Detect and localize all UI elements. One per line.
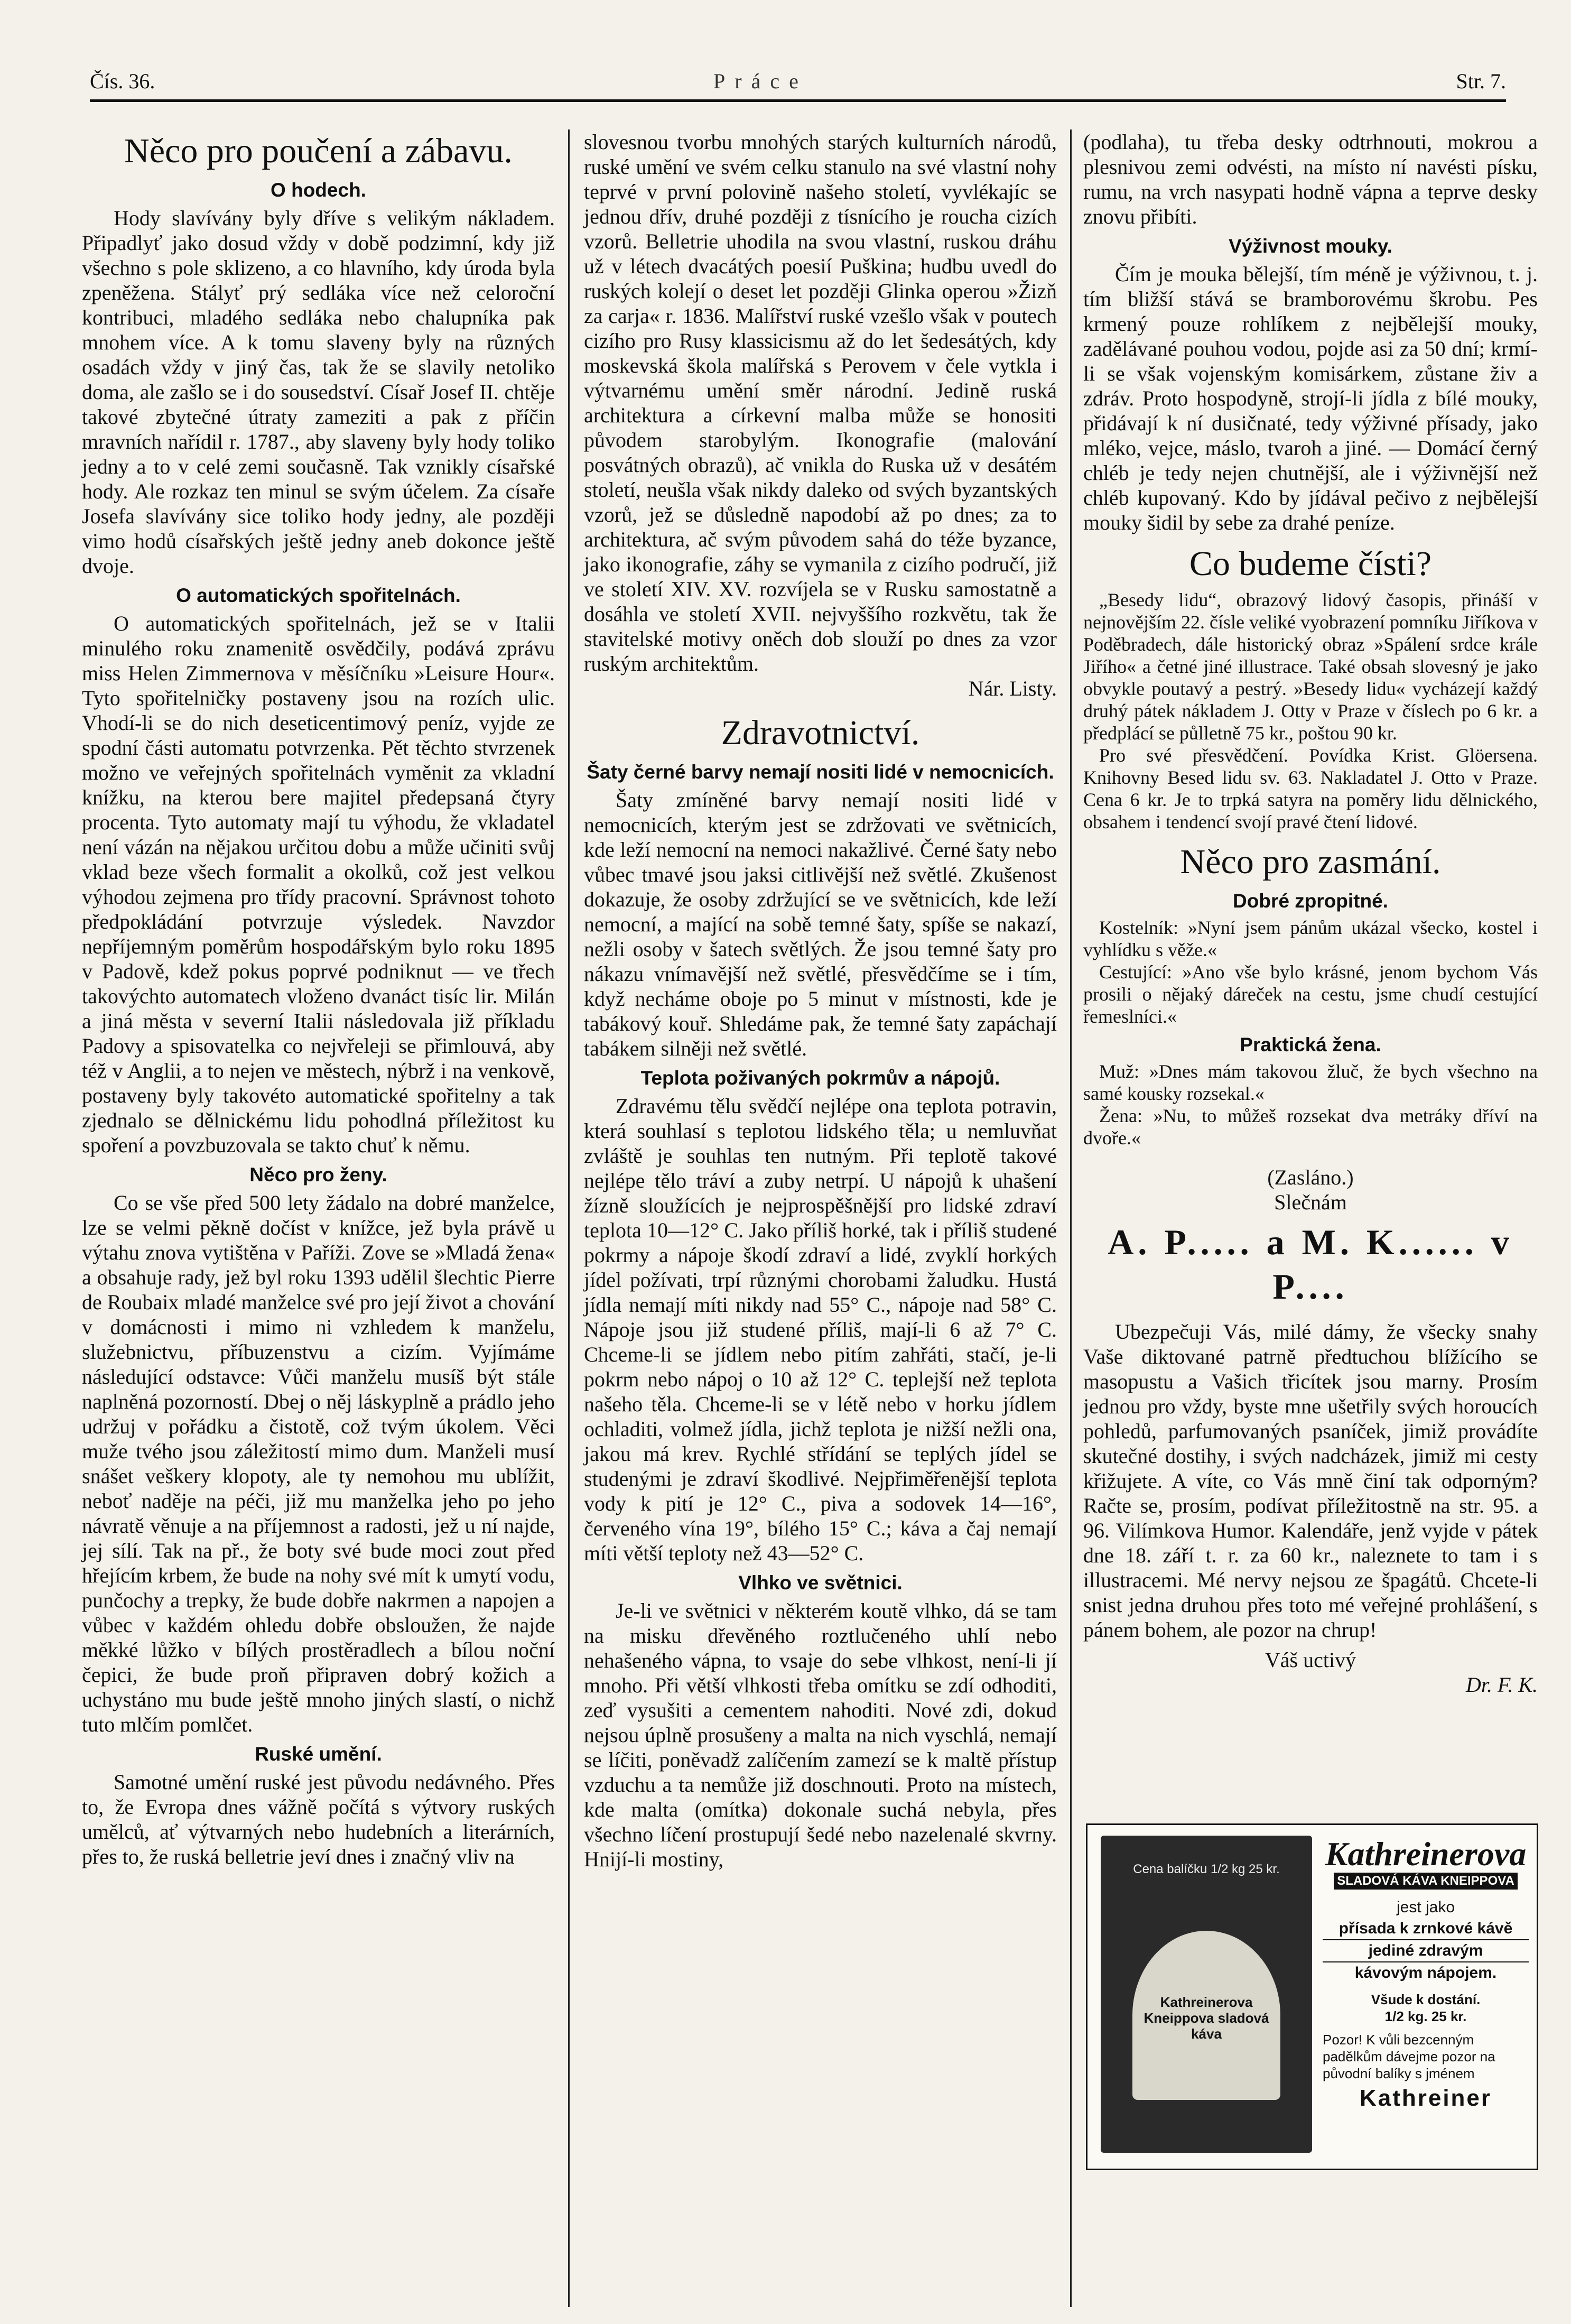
notice-paragraph: „Besedy lidu“, obrazový lidový časopis, přináší v nejnovějším 22. čísle veliké vyobrazení pomníku Jiříkova v Poděbradech, dále historický obraz »Spálení srdce krále Jiřího« a četné jiné illustrace. Také obsah slovesný je jako obvykle poutavý a pestrý. »Besedy lidu« vycházejí každý druhý pátek nákladem J. Otty v Praze v číslech po 6 kr. a předplácí se půlletně 75 kr., poštou 90 kr. bbox=[1083, 589, 1538, 744]
ad-availability: Všude k dostání. bbox=[1371, 1992, 1481, 2007]
section-title-health: Zdravotnictví. bbox=[721, 714, 920, 752]
article-heading: Ruské umění. bbox=[255, 1743, 382, 1765]
article-heading: O automatických spořitelnách. bbox=[176, 585, 461, 606]
article-heading: Něco pro ženy. bbox=[249, 1164, 387, 1186]
page-number: Str. 7. bbox=[1456, 69, 1506, 93]
article-paragraph: O automatických spořitelnách, jež se v Italii minulého roku znamenitě osvědčily, podává zprávu miss Helen Zimmernova v měsíčníku »Leisure Hour«. Tyto spořitelničky postaveny jsou na rozích ulic. Vhodí-li se do nich deseticentimový peníz, vyjde ze spodní části automatu potvrzenka. Pět těchto stvrzenek možno ve veřejných spořitelnách vyměnit za vkladní knížku, na kterou bere majitel předepsaná čtyry procenta. Tyto automaty mají tu výhodu, že vkladatel není vázán na nějakou určitou dobu a může učiniti svůj vklad beze všech formalit a okolků, což jest velkou výhodou zejmena pro třídy pracovní. Správnost tohoto předpokládání potvrzuje výsledek. Navzdor nepříjemným poměrům hospodářským bylo roku 1895 v Padově, kdež pokus poprvé podniknut — ve třech takovýchto automatech vloženo dvanáct tisíc lir. Milán a jiná města v severní Italii následovala již příkladu Padovy a spisovatelka co nejvřeleji se přimlouvá, aby též v Anglii, a to nejen ve městech, nýbrž i na venkově, postaveny byly takovéto automatické spořitelny a tak zjednalo se dělnickému lidu pohodlná příležitost ku spoření a povzbuzovala se takto chuť k němu. bbox=[82, 612, 555, 1157]
section-title-humor: Něco pro zasmání. bbox=[1180, 842, 1441, 881]
article-heading: Vlhko ve světnici. bbox=[738, 1572, 903, 1594]
masthead-title: Práce bbox=[713, 69, 808, 93]
column-3 bbox=[1083, 129, 1538, 1697]
article-heading: Teplota poživaných pokrmův a nápojů. bbox=[640, 1067, 1000, 1089]
article-paragraph: Hody slavívány byly dříve s velikým nákladem. Připadlyť jako dosud vždy v době podzimní, kdy již všechno s pole sklizeno, a co hlavního, kdy úroda byla zpeněžena. Stályť prý sedláka více než celoroční kontribuci, mladého sedláka nebo chalupníka pak mnohem více. A k tomu slaveny byly na různých osadách vždy v jiný čas, tak že se slavily netoliko doma, ale zašlo se i do sousedství. Císař Josef II. chtěje takové zbytečné útraty zameziti a pak z příčin mravních nařídil r. 1787., aby slaveny byly hody toliko jedny a to v celé zemi současně. Tak vznikly císařské hody. Ale rozkaz ten minul se svým účelem. Za císaře Josefa slavívány sice toliko hody jedny, ale později vimo hodů císařských ještě jedny aneb dokonce ještě dvoje. bbox=[82, 206, 555, 578]
brand-tagline: SLADOVÁ KÁVA KNEIPPOVA bbox=[1334, 1873, 1518, 1890]
ad-warning: Pozor! K vůli bezcenným padělkům dávejme pozor na původní balíky s jménem bbox=[1323, 2032, 1495, 2081]
article-paragraph: Čím je mouka bělejší, tím méně je výživnou, t. j. tím bližší stává se bramborovému škrobu. Pes krmený pouze rohlíkem z nejbělejší mouky, zadělávané pouhou vodou, pojde asi za 50 dní; krmí-li se však vojenským komisárkem, zůstane živ a zdráv. Proto hospodyně, strojí-li jídla z bílé mouky, přidávají k ní dusičnaté, tedy výživné přísady, jako mléko, vejce, máslo, tvaroh a jiné. — Domácí černý chléb je tedy nejen chutnější, ale i výživnější než chléb kupovaný. Kdo by jídával pečivo z nejbělejší mouky šidil by sebe za drahé peníze. bbox=[1083, 262, 1538, 534]
article-heading: O hodech. bbox=[271, 179, 366, 201]
article-paragraph: Samotné umění ruské jest původu nedávného. Přes to, že Evropa dnes vážně počítá s výtvory ruských umělců, ať výtvarných nebo hudebních a literárních, přes to, že ruská belletrie jeví dnes i značný vliv na bbox=[82, 1770, 555, 1868]
article-paragraph: Šaty zmíněné barvy nemají nositi lidé v nemocnicích, kterým jest se zdržovati ve světnicích, kde leží nemocní na nemoci nakažlivé. Černé šaty nebo vůbec tmavé jsou jaksi citlivější než světlé. Zkušenost dokazuje, že osoby zdržující se ve světnicích, kde leží nemocní, a mající na sobě temné šaty, spíše se nakazí, nežli osoby v šatech světlých. Že jsou temné šaty pro nákazu vnímavější než světlé, přesvědčíme se i tím, když necháme oboje po 5 minut v místnosti, kde je tabákový kouř. Shledáme pak, že temné šaty zapáchají tabákem silněji než světlé. bbox=[584, 788, 1057, 1060]
column-rule-2 bbox=[1070, 129, 1072, 2307]
article-paragraph: slovesnou tvorbu mnohých starých kulturních národů, ruské umění ve svém celku stanulo na své vlastní nohy teprvé v první polovině našeho století, vyvlékajíc se jednou dřív, druhé později z tísnícího je roucha cizích vzorů. Belletrie uhodila na svou vlastní, ruskou dráhu už v létech dvacátých poesií Puškina; hudbu uvedl do ruských kolejí o deset let později Glinka operou »Žizň za carja« r. 1836. Malířství ruské vzešlo však v poutech cizího pro Rusy klassicismu až do let šedesátých, kdy moskevská škola malířská s Perovem v čele vytkla i výtvarnému umění směr národní. Jedině ruská architektura a církevní malba může se honositi původem starobylým. Ikonografie (malování posvátných obrazů), ač vnikla do Ruska už v desátém století, neušla však nikdy daleko od svých byzantských vzorů, jež se důsledně napodobí až po dnes; za to architektura, ač svým původem sahá do téže byzance, jako ikonografie, záhy se vymanila z cizího područí, již ve století XIV. XV. rozvíjela se v Rusku samostatně a dosáhla ve století XVII. nejvyššího rozkvětu, tak že stavitelské motivy oněch dob slouží po dnes za vzor ruským architektům. bbox=[584, 130, 1057, 675]
article-paragraph: (podlaha), tu třeba desky odtrhnouti, mokrou a plesnivou zemi odvésti, na místo ní navésti písku, rumu, na vrch nasypati hodně vápna a teprve desky znovu přibíti. bbox=[1083, 130, 1538, 228]
ad-line: jediné zdravým bbox=[1323, 1939, 1529, 1962]
brand-logo: Kathreinerova bbox=[1325, 1835, 1527, 1873]
letter-signature: Dr. F. K. bbox=[1466, 1673, 1538, 1697]
joke-line: Kostelník: »Nyní jsem pánům ukázal všecko, kostel i vyhlídku s věže.« bbox=[1083, 917, 1538, 960]
ad-line: kávovým nápojem. bbox=[1354, 1964, 1497, 1982]
header-rule bbox=[90, 99, 1506, 102]
column-1 bbox=[82, 129, 555, 1869]
ad-price: 1/2 kg. 25 kr. bbox=[1384, 2008, 1467, 2024]
coffee-package-illustration bbox=[1101, 1836, 1312, 2153]
brand-name: Kathreiner bbox=[1359, 2085, 1492, 2111]
article-paragraph: Zdravému tělu svědčí nejlépe ona teplota potravin, která souhlasí s teplotou lidského těla; u nemluvňat zvláště je souhlas ten nutným. Při teplotě takové nejlépe tělo tráví a zuby netrpí. U nápojů k uhašení žízně sloužících je nejprospěšnější pro lidské zdraví teplota 10—12° C. Jako příliš horké, tak i příliš studené pokrmy a nápoje škodí zdraví a lidé, zvyklí horkých jídel požívati, trpí různými chorobami žaludku. Hustá jídla nemají míti nikdy nad 55° C., nápoje nad 58° C. Nápoje jsou již studené příliš, mají-li 6 až 7° C. Chceme-li se jídlem nebo pitím zahřáti, stačí, je-li pokrm nebo nápoj o 10 až 12° C. teplejší než teplota našeho těla. Chceme-li se v létě nebo v horku jídlem ochladiti, volmež jídla, jichž teplota je nižší nežli ona, jakou má krev. Rychlé střídání se teplých jídel se studenými je zdraví škodlivé. Nejpřiměřenější teplota vody k pití je 12° C., piva a sodovek 14—16°, červeného vína 19°, bílého 15° C.; káva a čaj nemají míti větší teploty než 43—52° C. bbox=[584, 1094, 1057, 1565]
joke-heading: Praktická žena. bbox=[1240, 1034, 1381, 1055]
section-title-education: Něco pro poučení a zábavu. bbox=[124, 132, 513, 170]
article-paragraph: Je-li ve světnici v některém koutě vlhko, dá se tam na misku dřevěného roztlučeného uhlí nebo nehašeného vápna, to vsaje do sebe vlhkost, není-li jí mnoho. Při větší vlhkosti třeba omítku se zdí odhoditi, zeď vysušiti a cementem nahoditi. Nové zdi, dokud nejsou úplně prosušeny a malta na nich vyschlá, nemají se líčiti, poněvadž zalíčením zamezí se k maltě přístup vzduchu a ta nemůže již doschnouti. Proto na místech, kde malta (omítka) dokonale suchá nebyla, přes všechno líčení prostupují šedé nebo nazelenalé skvrny. Hnijí-li mostiny, bbox=[584, 1599, 1057, 1871]
ad-line: jest jako bbox=[1396, 1899, 1455, 1916]
column-rule-1 bbox=[568, 129, 570, 2307]
article-paragraph: Co se vše před 500 lety žádalo na dobré manželce, lze se velmi pěkně dočíst v knížce, jež byla právě u výtahu znova vytištěna v Paříži. Zove se »Mladá žena« a obsahuje rady, jež byl roku 1393 udělil šlechtic Pierre de Roubaix mladé manželce své pro její život a chování v domácnosti i mimo ni vzhledem k manželu, služebnictvu, příbuzenstvu a cizím. Vyjímáme následující odstavce: Vůči manželu musíš být stále naplněná pozorností. Dbej o něj láskyplně a prádlo jeho udržuj v pořádku a čistotě, což tvým úkolem. Věci muže tvého jsou záležitostí mimo dum. Manželi musí snášet veškery klopoty, ale ty nemohou mu ublížit, neboť naděje na péči, již mu manželka jeho po jeho návratě věnuje a na příjemnost a radosti, jež u ní najde, jej sílí. Tak na př., že boty své bude moci zout před hřejícím krbem, že bude na nohy své mít k umytí vodu, punčochy a trepky, že bude dobře nakrmen a napojen a vůbec v každém ohledu dobře obsloužen, že najde měkké lůžko v bílých prostěradlech a bílou noční čepici, že bude proň připraven dobrý kožich a uchystáno mu bude ještě mnoho jiných slastí, o nichž tuto mlčím pomlčet. bbox=[82, 1191, 555, 1736]
notice-paragraph: Pro své přesvědčení. Povídka Krist. Glöersena. Knihovny Besed lidu sv. 63. Nakladatel J. Otto v Praze. Cena 6 kr. Je to trpká satyra na poměry lidu dělnického, obsahem i tendencí svojí pravé čtení lidové. bbox=[1083, 745, 1538, 832]
ad-line: přísada k zrnkové kávě bbox=[1338, 1920, 1513, 1937]
joke-heading: Dobré zpropitné. bbox=[1233, 890, 1388, 912]
package-label-text: Kathreinerova Kneippova sladová káva bbox=[1144, 1994, 1269, 2042]
letter-closing: Váš uctivý bbox=[1265, 1648, 1356, 1672]
issue-number: Čís. 36. bbox=[90, 69, 155, 93]
joke-line: Muž: »Dnes mám takovou žluč, že bych všechno na samé kousky rozsekal.« bbox=[1083, 1061, 1538, 1104]
salutation: Slečnám bbox=[1274, 1190, 1347, 1214]
page-header bbox=[90, 69, 1506, 100]
package-portrait-label bbox=[1132, 1931, 1280, 2100]
package-price-text: Cena balíčku 1/2 kg 25 kr. bbox=[1133, 1862, 1280, 1876]
column-2 bbox=[584, 129, 1057, 1872]
article-heading: Šaty černé barvy nemají nositi lidé v nemocnicích. bbox=[587, 761, 1054, 783]
letter-addressees: A. P..... a M. K...... v P.... bbox=[1108, 1222, 1513, 1307]
article-heading: Výživnost mouky. bbox=[1229, 235, 1392, 257]
kathreiner-advertisement bbox=[1086, 1823, 1538, 2170]
ad-copy bbox=[1323, 1836, 1529, 2112]
section-title-reading: Co budeme čísti? bbox=[1189, 544, 1432, 583]
reading-notes bbox=[1083, 589, 1538, 833]
joke-line: Žena: »Nu, to můžeš rozsekat dva metráky dříví na dvoře.« bbox=[1083, 1105, 1538, 1149]
joke-body bbox=[1083, 916, 1538, 1027]
article-source: Nár. Listy. bbox=[968, 677, 1057, 700]
zaslano-label: (Zasláno.) bbox=[1267, 1165, 1354, 1189]
letter-paragraph: Ubezpečuji Vás, milé dámy, že všecky snahy Vaše diktované patrně předtuchou blížícího se masopustu a Vašich třicítek jsou marny. Prosím jednou pro vždy, byste mne ušetřily svých horoucích pohledů, parfumovaných psaníček, jimiž provádíte skutečné dostihy, i svých nadcházek, jimiž mi cesty křižujete. A víte, co Vás mně činí tak odporným? Račte se, prosím, podívat příležitostně na str. 95. a 96. Vilímkova Humor. Kalendáře, jenž vyjde v pátek dne 18. září t. r. za 60 kr., naleznete to tam i s illustracemi. Mé nervy nejsou ze špagátů. Chcete-li snist jedna druhou přes toto mé veřejné prohlášení, s pánem bohem, ale pozor na chrup! bbox=[1083, 1320, 1538, 1642]
joke-body bbox=[1083, 1060, 1538, 1149]
joke-line: Cestující: »Ano vše bylo krásné, jenom bychom Vás prosili o nějaký dáreček na cestu, jsme chudí cestující řemeslníci.« bbox=[1083, 961, 1538, 1027]
